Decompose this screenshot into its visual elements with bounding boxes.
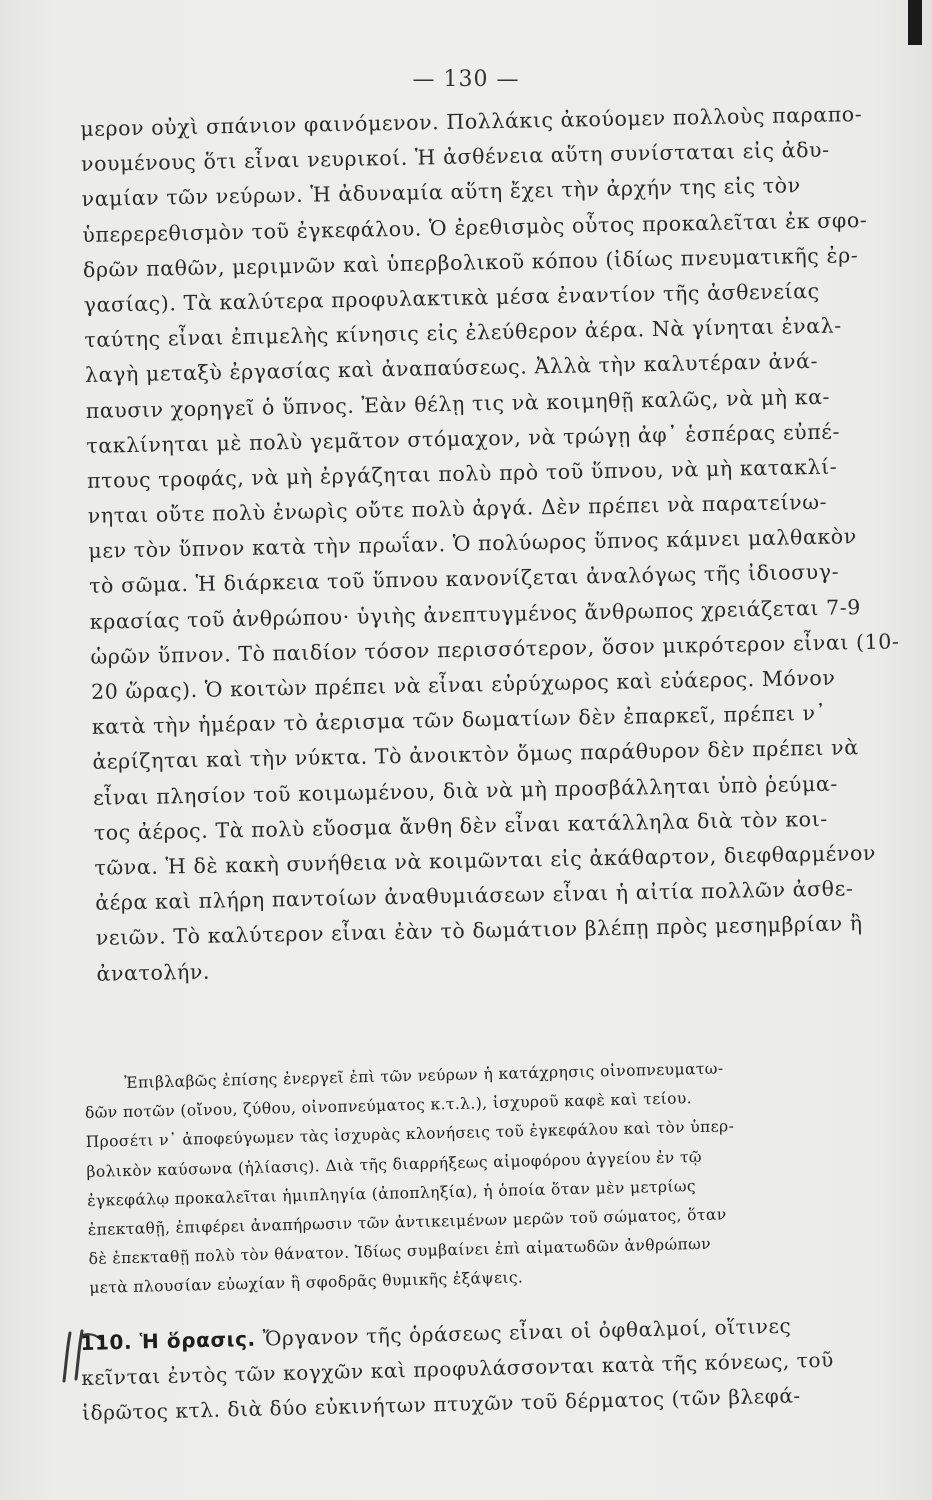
main-line-25: ἀνατολήν.: [96, 959, 211, 986]
main-line-23: ἀέρα καὶ πλήρη παντοίων ἀναθυμιάσεων εἶναι ἡ αἰτία πολλῶν ἀσθε-: [94, 876, 854, 915]
small-print-paragraph: [84, 1050, 913, 1304]
main-line-20: εἶναι πλησίον τοῦ κοιμωμένου, διὰ νὰ μὴ προσβάλληται ὑπὸ ῥεύμα-: [92, 771, 839, 810]
main-line-12: νηται οὔτε πολὺ ἐνωρὶς οὔτε πολὺ ἀργά. Δὲν πρέπει νὰ παρατείνω-: [87, 489, 828, 528]
small-line-4: βολικὸν καύσωνα (ἡλίασις). Διὰ τῆς διαρρήξεως αἱμοφόρου ἀγγείου ἐν τῷ: [86, 1147, 703, 1181]
main-line-5: δρῶν παθῶν, μεριμνῶν καὶ ὑπερβολικοῦ κόπου (ἰδίως πνευματικῆς ἐρ-: [82, 242, 859, 282]
main-line-11: πτους τροφάς, νὰ μὴ ἐργάζηται πολὺ πρὸ τοῦ ὕπνου, νὰ μὴ κατακλί-: [86, 454, 838, 493]
small-line-3: Προσέτι ν᾿ ἀποφεύγωμεν τὰς ἰσχυρὰς κλονήσεις τοῦ ἐγκεφάλου καὶ τὸν ὑπερ-: [85, 1117, 735, 1152]
main-paragraph: [80, 96, 925, 991]
main-line-1: μερον οὐχὶ σπάνιον φαινόμενον. Πολλάκις ἀκούομεν πολλοὺς παραπο-: [80, 101, 863, 141]
main-line-6: γασίας). Τὰ καλύτερα προφυλακτικὰ μέσα ἐναντίον τῆς ἀσθενείας: [83, 278, 820, 317]
section-line-3: ἱδρῶτος κτλ. διὰ δύο εὐκινήτων πτυχῶν τοῦ δέρματος (τῶν βλεφά-: [81, 1383, 802, 1425]
section-heading: 110. Ἡ ὅρασις.: [80, 1326, 256, 1355]
scan-edge-mark: [908, 0, 922, 45]
main-line-14: τὸ σῶμα. Ἡ διάρκεια τοῦ ὕπνου κανονίζεται ἀναλόγως τῆς ἰδιοσυγ-: [88, 559, 840, 599]
main-line-10: τακλίνηται μὲ πολὺ γεμᾶτον στόμαχον, νὰ τρώγῃ ἀφ᾿ ἑσπέρας εὐπέ-: [86, 419, 841, 458]
main-line-9: παυσιν χορηγεῖ ὁ ὕπνος. Ἐὰν θέλῃ τις νὰ κοιμηθῇ καλῶς, νὰ μὴ κα-: [85, 384, 831, 423]
main-line-21: τος ἀέρος. Τὰ πολὺ εὔοσμα ἄνθη δὲν εἶναι κατάλληλα διὰ τὸν κοι-: [93, 806, 828, 845]
main-line-16: ὡρῶν ὕπνον. Τὸ παιδίον τόσον περισσότερον, ὅσον μικρότερον εἶναι (10-: [90, 629, 900, 669]
section-text-1: Ὄργανον τῆς ὁράσεως εἶναι οἱ ὀφθαλμοί, οἵτινες: [262, 1313, 792, 1351]
main-line-13: μεν τὸν ὕπνον κατὰ τὴν πρωΐαν. Ὁ πολύωρος ὕπνος κάμνει μαλθακὸν: [88, 524, 858, 564]
main-line-18: κατὰ τὴν ἡμέραν τὸ ἀερισμα τῶν δωματίων δὲν ἐπαρκεῖ, πρέπει ν᾿: [91, 700, 827, 740]
main-line-24: νειῶν. Τὸ καλύτερον εἶναι ἐὰν τὸ δωμάτιον βλέπῃ πρὸς μεσημβρίαν ἢ: [95, 911, 863, 951]
main-line-22: τῶνα. Ἡ δὲ κακὴ συνήθεια νὰ κοιμῶνται εἰς ἀκάθαρτον, διεφθαρμένον: [94, 840, 877, 880]
small-line-1: Ἐπιβλαβῶς ἐπίσης ἐνεργεῖ ἐπὶ τῶν νεύρων ἡ κατάχρησις οἰνοπνευματω-: [124, 1059, 724, 1093]
main-line-2: νουμένους ὅτι εἶναι νευρικοί. Ἡ ἀσθένεια αὕτη συνίσταται εἰς ἀδυ-: [80, 137, 830, 177]
main-line-8: λαγὴ μεταξὺ ἐργασίας καὶ ἀναπαύσεως. Ἀλλὰ τὴν καλυτέραν ἀνά-: [84, 349, 819, 388]
section-110: [80, 1306, 910, 1431]
section-line-2: κεῖνται ἐντὸς τῶν κογχῶν καὶ προφυλάσσονται κατὰ τῆς κόνεως, τοῦ: [80, 1347, 835, 1390]
page-number: — 130 —: [412, 67, 520, 92]
main-line-3: ναμίαν τῶν νεύρων. Ἡ ἀδυναμία αὕτη ἔχει τὴν ἀρχήν της εἰς τὸν: [81, 173, 801, 212]
main-line-17: 20 ὥρας). Ὁ κοιτὼν πρέπει νὰ εἶναι εὐρύχωρος καὶ εὐάερος. Μόνον: [90, 665, 836, 704]
main-line-7: ταύτης εἶναι ἐπιμελὴς κίνησις εἰς ἐλεύθερον ἀέρα. Νὰ γίνηται ἐναλ-: [84, 313, 842, 353]
small-line-5: ἐγκεφάλῳ προκαλεῖται ἡμιπληγία (ἀποπληξία), ἡ ὁποία ὅταν μὲν μετρίως: [86, 1176, 697, 1210]
main-line-4: ὑπερερεθισμὸν τοῦ ἐγκεφάλου. Ὁ ἐρεθισμὸς οὗτος προκαλεῖται ἐκ σφο-: [82, 207, 868, 247]
main-line-15: κρασίας τοῦ ἀνθρώπου· ὑγιὴς ἀνεπτυγμένος ἄνθρωπος χρειάζεται 7-9: [89, 594, 862, 634]
small-line-6: ἐπεκταθῇ, ἐπιφέρει ἀναπήρωσιν τῶν ἀντικειμένων μερῶν τοῦ σώματος, ὅταν: [87, 1205, 727, 1239]
small-line-7: δὲ ἐπεκταθῇ πολὺ τὸν θάνατον. Ἰδίως συμβαίνει ἐπὶ αἱματωδῶν ἀνθρώπων: [88, 1234, 712, 1269]
small-line-2: δῶν ποτῶν (οἴνου, ζύθου, οἰνοπνεύματος κ.τ.λ.), ἰσχυροῦ καφὲ καὶ τείου.: [84, 1089, 693, 1123]
small-line-8: μετὰ πλουσίαν εὐωχίαν ἢ σφοδρᾶς θυμικῆς ἐξάψεις.: [89, 1268, 524, 1298]
main-line-19: ἀερίζηται καὶ τὴν νύκτα. Τὸ ἀνοικτὸν ὅμως παράθυρον δὲν πρέπει νὰ: [92, 735, 859, 775]
